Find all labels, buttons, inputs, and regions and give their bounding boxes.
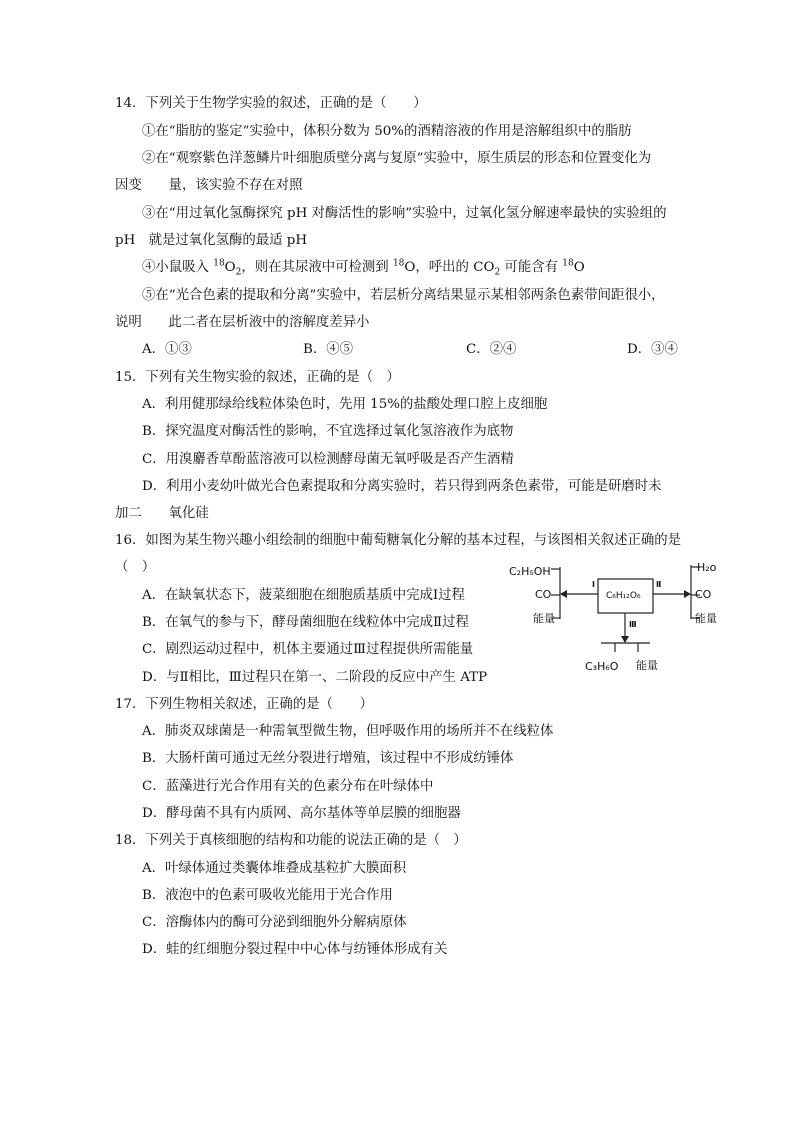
- q15-stem: 15．下列有关生物实验的叙述，正确的是（ ）: [115, 370, 400, 385]
- q16-option-a: A．在缺氧状态下，菠菜细胞在细胞质基质中完成Ⅰ过程: [142, 588, 465, 603]
- q17-option-c: C．蓝藻进行光合作用有关的色素分布在叶绿体中: [142, 779, 434, 794]
- q14-statement-5-cont: 说明 此二者在层析液中的溶解度差异小: [115, 315, 370, 330]
- q14-statement-2-cont: 因变 量，该实验不存在对照: [115, 178, 303, 193]
- q17-option-a: A．肺炎双球菌是一种需氧型微生物，但呼吸作用的场所并不在线粒体: [142, 724, 554, 739]
- q18-option-c: C．溶酶体内的酶可分泌到细胞外分解病原体: [142, 915, 407, 930]
- q17-stem: 17．下列生物相关叙述，正确的是（ ）: [115, 697, 374, 712]
- label-process-ii: Ⅱ: [656, 580, 662, 589]
- q14-statement-2: ②在“观察紫色洋葱鳞片叶细胞质壁分离与复原”实验中，原生质层的形态和位置变化为: [142, 151, 652, 166]
- label-ethanol: C₂H₅OH: [509, 565, 551, 578]
- q17-option-d: D．酵母菌不具有内质网、高尔基体等单层膜的细胞器: [142, 806, 461, 821]
- q14-option-c: C．②④: [466, 342, 517, 357]
- q16-option-b: B．在氧气的参与下，酵母菌细胞在线粒体中完成Ⅱ过程: [142, 615, 469, 630]
- q16-option-d: D．与Ⅱ相比，Ⅲ过程只在第一、二阶段的反应中产生 ATP: [142, 670, 488, 685]
- label-lactate: C₃H₆O: [585, 660, 619, 673]
- q16-paren: （ ）: [115, 560, 156, 575]
- q14-statement-5: ⑤在“光合色素的提取和分离”实验中，若层析分离结果显示某相邻两条色素带间距很小，: [142, 288, 665, 303]
- q15-option-b: B．探究温度对酶活性的影响，不宜选择过氧化氢溶液作为底物: [142, 424, 514, 439]
- q15-option-d: D．利用小麦幼叶做光合色素提取和分离实验时，若只得到两条色素带，可能是研磨时未: [142, 479, 662, 494]
- q18-option-a: A．叶绿体通过类囊体堆叠成基粒扩大膜面积: [142, 861, 407, 876]
- label-process-i: Ⅰ: [592, 580, 595, 589]
- q18-option-d: D．蛙的红细胞分裂过程中中心体与纺锤体形成有关: [142, 942, 448, 957]
- label-energy-right: 能量: [695, 612, 717, 625]
- q16-option-c: C．剧烈运动过程中，机体主要通过Ⅲ过程提供所需能量: [142, 642, 474, 657]
- label-water: H₂o: [697, 561, 717, 574]
- label-energy-left: 能量: [533, 612, 555, 625]
- label-process-iii: Ⅲ: [629, 620, 637, 629]
- q15-option-a: A．利用健那绿给线粒体染色时，先用 15%的盐酸处理口腔上皮细胞: [142, 397, 548, 412]
- q18-stem: 18．下列关于真核细胞的结构和功能的说法正确的是（ ）: [115, 833, 467, 848]
- label-co-left: CO: [535, 588, 552, 601]
- label-co-right: CO: [695, 588, 712, 601]
- label-energy-bottom: 能量: [636, 659, 658, 672]
- q15-option-c: C．用溴麝香草酚蓝溶液可以检测酵母菌无氧呼吸是否产生酒精: [142, 452, 514, 467]
- label-glucose: C₆H₁₂O₆: [606, 591, 641, 601]
- q14-statement-3-cont: pH 就是过氧化氢酶的最适 pH: [115, 233, 308, 248]
- q18-option-b: B．液泡中的色素可吸收光能用于光合作用: [142, 888, 393, 903]
- glucose-oxidation-diagram: [505, 557, 735, 682]
- q16-stem: 16．如图为某生物兴趣小组绘制的细胞中葡萄糖氧化分解的基本过程，与该图相关叙述正确的是: [115, 533, 682, 548]
- q14-option-d: D．③④: [627, 342, 678, 357]
- q14-statement-3: ③在“用过氧化氢酶探究 pH 对酶活性的影响”实验中，过氧化氢分解速率最快的实验组的: [142, 206, 667, 221]
- q14-stem: 14．下列关于生物学实验的叙述，正确的是（ ）: [115, 96, 427, 111]
- q17-option-b: B．大肠杆菌可通过无丝分裂进行增殖，该过程中不形成纺锤体: [142, 751, 514, 766]
- q14-option-b: B．④⑤: [303, 342, 354, 357]
- q14-statement-4: ④小鼠吸入 $^{18}O_2$，则在其尿液中可检测到 $^{18}$O，呼出的 $CO_2$ 可能含有 $^{18}$O: [142, 258, 585, 278]
- q14-option-a: A．①③: [142, 342, 192, 357]
- q14-statement-1: ①在“脂肪的鉴定”实验中，体积分数为 50%的酒精溶液的作用是溶解组织中的脂肪: [142, 124, 632, 139]
- q15-option-d-cont: 加二 氧化硅: [115, 506, 209, 521]
